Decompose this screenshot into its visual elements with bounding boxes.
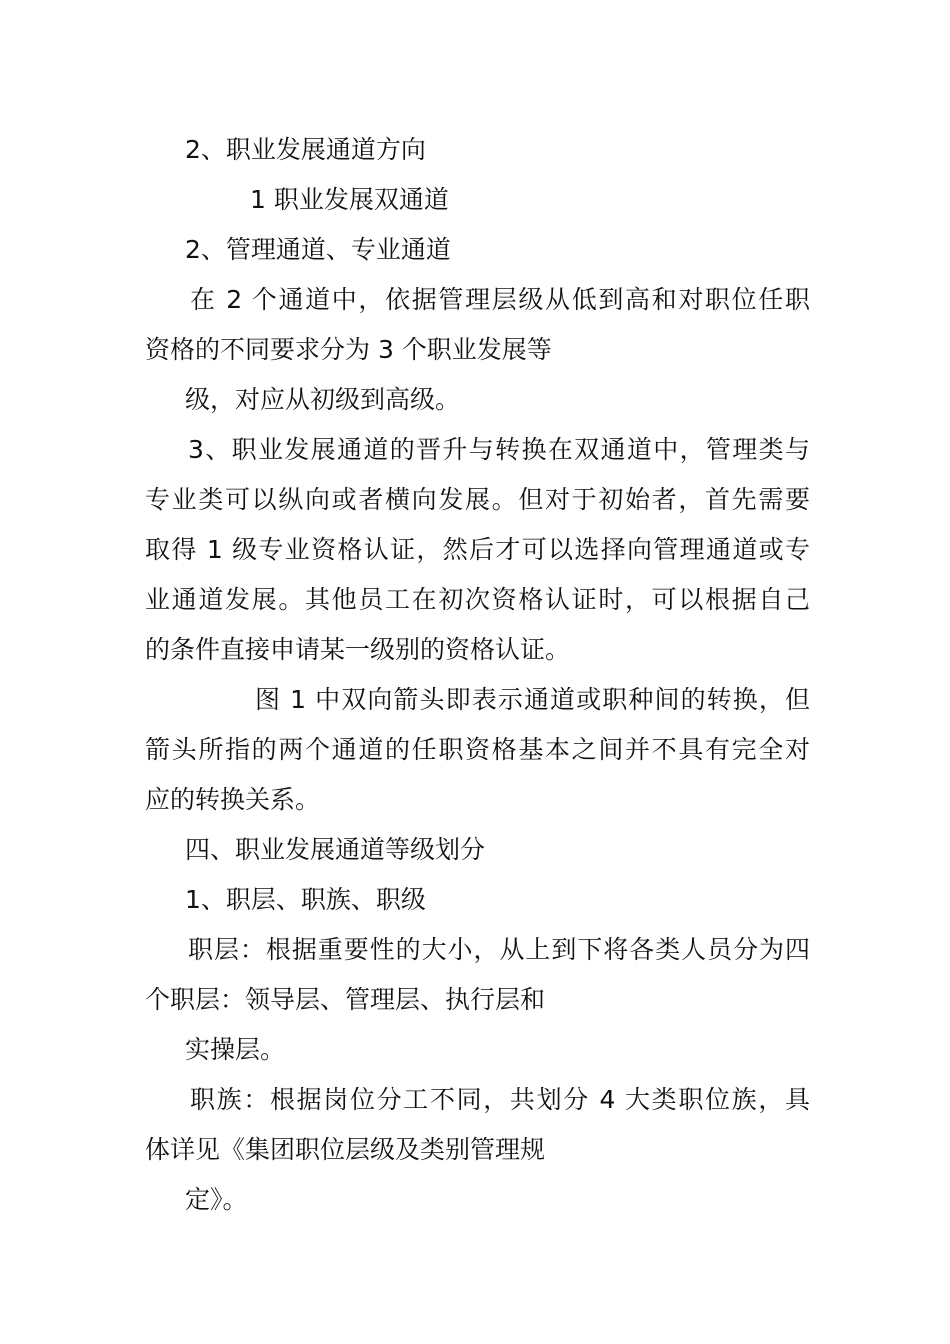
paragraph-line: 在 2 个通道中，依据管理层级从低到高和对职位任职 [190,285,810,314]
paragraph-line: 职族：根据岗位分工不同，共划分 4 大类职位族，具 [190,1085,810,1114]
subheading-layer-family-grade: 1、职层、职族、职级 [185,885,426,914]
paragraph-line: 专业类可以纵向或者横向发展。但对于初始者，首先需要 [145,485,810,514]
paragraph-line: 定》。 [185,1185,248,1214]
heading-management-professional-channel: 2、管理通道、专业通道 [185,235,451,264]
paragraph-line: 资格的不同要求分为 3 个职业发展等 [145,335,552,364]
paragraph-line: 个职层：领导层、管理层、执行层和 [145,985,546,1014]
subheading-dual-channel: 1 职业发展双通道 [250,185,449,214]
paragraph-line: 图 1 中双向箭头即表示通道或职种间的转换，但 [255,685,810,714]
heading-career-channel-direction: 2、职业发展通道方向 [185,135,426,164]
paragraph-line: 的条件直接申请某一级别的资格认证。 [145,635,571,664]
paragraph-line: 实操层。 [185,1035,286,1064]
paragraph-line: 体详见《集团职位层级及类别管理规 [145,1135,546,1164]
paragraph-line: 取得 1 级专业资格认证，然后才可以选择向管理通道或专 [145,535,810,564]
paragraph-line: 应的转换关系。 [145,785,321,814]
paragraph-line: 职层：根据重要性的大小，从上到下将各类人员分为四 [188,935,810,964]
heading-level-division: 四、职业发展通道等级划分 [185,835,486,864]
paragraph-line: 级，对应从初级到高级。 [185,385,461,414]
paragraph-line: 3、职业发展通道的晋升与转换在双通道中，管理类与 [188,435,810,464]
paragraph-line: 箭头所指的两个通道的任职资格基本之间并不具有完全对 [145,735,810,764]
paragraph-line: 业通道发展。其他员工在初次资格认证时，可以根据自己 [145,585,810,614]
